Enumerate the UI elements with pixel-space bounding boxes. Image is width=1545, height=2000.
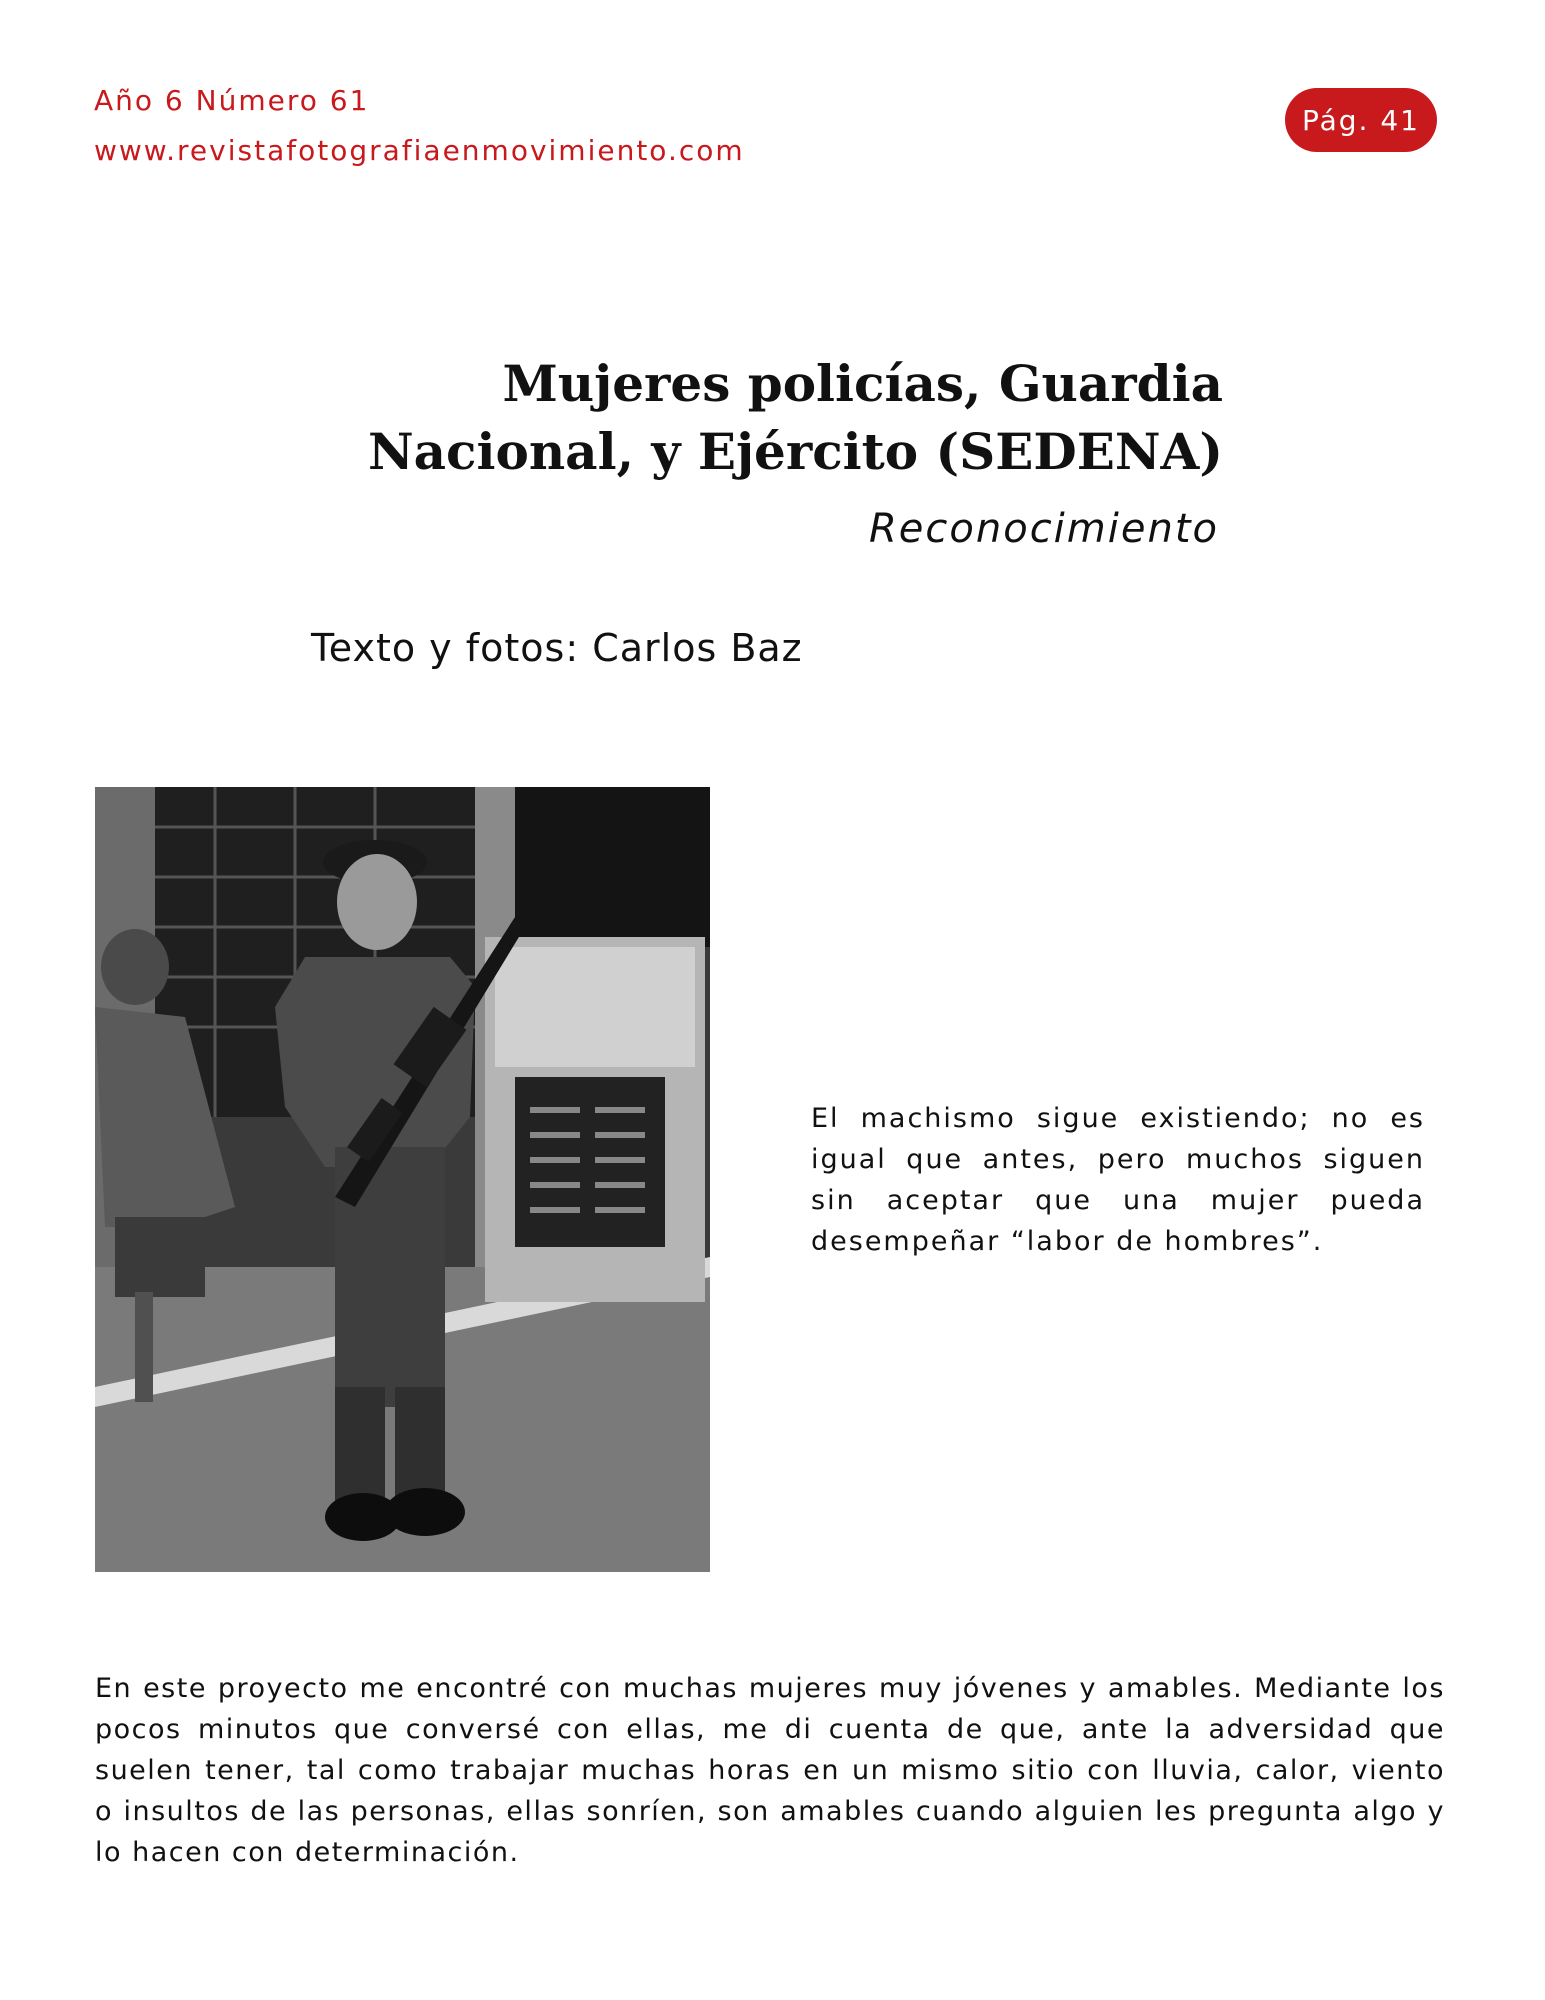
body-paragraph: En este proyecto me encontré con muchas mujeres muy jóvenes y amables. Mediante los pocos minutos que conversé con ellas, me di cuenta de que, ante la adversidad que suelen tener, tal como trabajar muchas horas en un mismo sitio con lluvia, calor, viento o insultos de las personas, ellas sonríen, son amables cuando alguien les pregunta algo y lo hacen con determinación. bbox=[95, 1673, 1445, 1868]
page-number-badge: Pág. 41 bbox=[1285, 88, 1437, 152]
section-name: Reconocimiento bbox=[869, 506, 1219, 552]
website-link[interactable]: www.revistafotografiaenmovimiento.com bbox=[94, 134, 745, 167]
article-title-line-2: Nacional, y Ejército (SEDENA) bbox=[367, 422, 1223, 481]
soldier-photo-illustration bbox=[95, 787, 710, 1572]
article-photo bbox=[95, 787, 710, 1572]
byline: Texto y fotos: Carlos Baz bbox=[311, 626, 803, 670]
article-title bbox=[223, 350, 1223, 486]
issue-number: Año 6 Número 61 bbox=[94, 84, 370, 117]
pull-quote: El machismo sigue existiendo; no es igual que antes, pero muchos siguen sin aceptar que una mujer pueda desempeñar “labor de hombres”. bbox=[811, 1103, 1425, 1257]
article-title-line-1: Mujeres policías, Guardia bbox=[502, 354, 1223, 413]
